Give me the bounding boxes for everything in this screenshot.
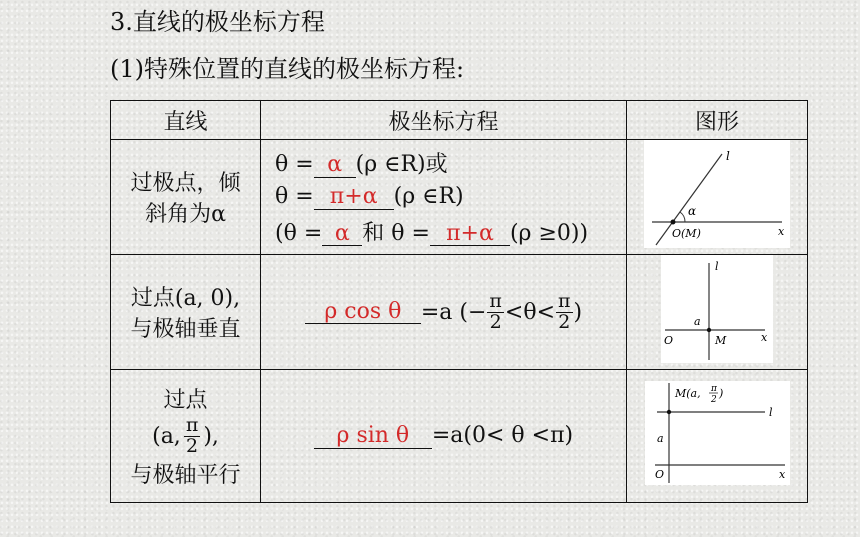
label-o: O bbox=[664, 334, 674, 347]
label-m: M bbox=[715, 334, 727, 347]
label-m-den: 2 bbox=[710, 395, 717, 405]
label-alpha: α bbox=[688, 204, 697, 218]
fraction-pi-over-2: $\frac{\pi}{2}$ bbox=[558, 289, 571, 333]
answer-blank: π+α bbox=[314, 185, 394, 209]
label-l: l bbox=[726, 149, 730, 163]
label-m: M(a, bbox=[674, 387, 701, 400]
equation-cell bbox=[261, 255, 627, 370]
label-x: x bbox=[778, 468, 785, 481]
label-a: a bbox=[694, 315, 701, 328]
label-origin: O(M) bbox=[672, 227, 701, 240]
line-description-text: 过点 bbox=[163, 387, 208, 413]
line-description-text: 过点(a, 0), bbox=[130, 286, 241, 311]
fraction-pi-over-2: $\frac{\pi}{2}$ bbox=[185, 413, 199, 457]
answer-blank: π+α bbox=[430, 222, 510, 246]
header-figure: 图形 bbox=[627, 101, 808, 140]
header-line: 直线 bbox=[111, 101, 261, 140]
answer-blank: α bbox=[322, 222, 362, 246]
figure-cell bbox=[627, 140, 808, 255]
figure-parallel bbox=[645, 381, 790, 485]
section-heading: 3.直线的极坐标方程 bbox=[110, 8, 325, 36]
point-m bbox=[666, 410, 670, 414]
equation-line: θ = π+α (ρ ∈R) bbox=[275, 184, 464, 210]
line-description-text: 与极轴垂直 bbox=[130, 317, 241, 342]
line-description-cell bbox=[111, 370, 261, 503]
line-description-cell bbox=[111, 140, 261, 255]
point-m bbox=[707, 328, 711, 332]
label-x: x bbox=[761, 331, 768, 344]
figure-perpendicular bbox=[661, 255, 773, 363]
label-m-close: ) bbox=[718, 387, 723, 400]
label-x: x bbox=[778, 225, 785, 238]
label-l: l bbox=[768, 406, 773, 419]
label-m-num: π bbox=[710, 384, 717, 394]
equation-line: ρ cos θ =a (− $\frac{\pi}{2}$ <θ< $\frac{\pi}{2}$ ) bbox=[305, 292, 582, 333]
equation-line: (θ = α 和 θ = π+α (ρ ≥0)) bbox=[275, 220, 589, 246]
table-row-through-pole bbox=[111, 140, 808, 255]
subsection-heading: (1)特殊位置的直线的极坐标方程: bbox=[110, 55, 465, 83]
table-row-parallel bbox=[111, 370, 808, 503]
table-header-row bbox=[111, 101, 808, 140]
label-o: O bbox=[654, 468, 664, 481]
fraction-pi-over-2: $\frac{\pi}{2}$ bbox=[489, 289, 502, 333]
figure-through-pole bbox=[644, 140, 790, 248]
line-description-text: 斜角为α bbox=[145, 202, 226, 227]
answer-blank: ρ sin θ bbox=[314, 424, 432, 448]
polar-equation-table bbox=[110, 100, 808, 503]
equation-cell bbox=[261, 370, 627, 503]
equation-line: ρ sin θ =a(0< θ <π) bbox=[314, 423, 573, 448]
label-a: a bbox=[656, 432, 664, 445]
line-description-cell bbox=[111, 255, 261, 370]
equation-cell bbox=[261, 140, 627, 255]
point-coordinate: (a, $\frac{\pi}{2}$ ), bbox=[152, 413, 219, 457]
line-description-text: 过极点，倾 bbox=[130, 171, 241, 196]
line-description-text: 与极轴平行 bbox=[130, 463, 241, 489]
pole-point bbox=[671, 220, 676, 225]
answer-blank: α bbox=[314, 153, 356, 177]
table-row-perpendicular bbox=[111, 255, 808, 370]
equation-line: θ = α (ρ ∈R)或 bbox=[275, 152, 448, 178]
label-l: l bbox=[715, 260, 719, 273]
figure-cell bbox=[627, 255, 808, 370]
answer-blank: ρ cos θ bbox=[305, 300, 421, 324]
figure-cell bbox=[627, 370, 808, 503]
header-equation: 极坐标方程 bbox=[261, 101, 627, 140]
